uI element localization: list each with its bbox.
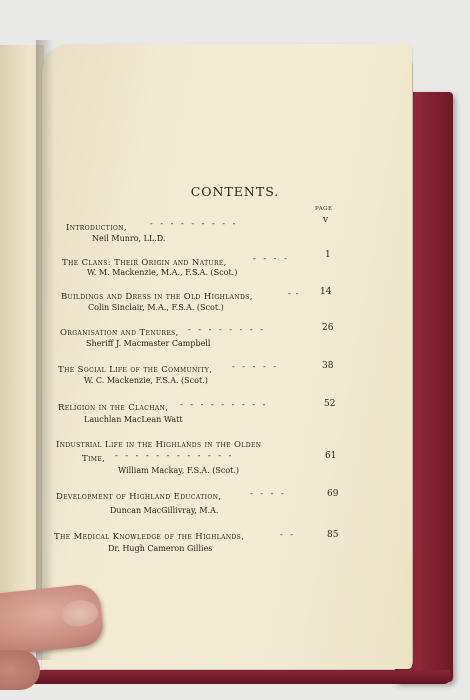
toc-leader-dots: - - - - - - - - - <box>180 400 266 409</box>
toc-author: Duncan MacGillivray, M.A. <box>110 506 219 515</box>
toc-leader-dots: - - <box>288 289 299 298</box>
finger <box>0 650 40 690</box>
book-gutter <box>36 40 54 660</box>
toc-leader-dots: - - - - - - - - - - - - <box>115 451 232 460</box>
toc-heading: Buildings and Dress in the Old Highlands, <box>61 292 253 302</box>
toc-leader-dots: - - - - <box>253 254 287 263</box>
toc-author: Lauchlan MacLean Watt <box>84 415 183 424</box>
toc-page-number: 14 <box>320 287 332 297</box>
toc-page-number: 38 <box>322 361 334 371</box>
toc-author: Dr. Hugh Cameron Gillies <box>108 544 213 553</box>
toc-leader-dots: - - <box>280 530 294 539</box>
page-title: CONTENTS. <box>190 184 280 199</box>
toc-heading: Development of Highland Education, <box>56 492 222 502</box>
toc-page-number: v <box>323 215 329 225</box>
toc-page-number: 52 <box>324 399 336 409</box>
toc-leader-dots: - - - - - - - - - <box>150 219 236 228</box>
toc-page-number: 85 <box>327 530 339 540</box>
toc-author: William Mackay, F.S.A. (Scot.) <box>118 466 240 475</box>
toc-heading: Religion in the Clachan, <box>58 403 169 413</box>
toc-page-number: 26 <box>322 323 334 333</box>
toc-heading: The Clans: Their Origin and Nature, <box>62 258 227 268</box>
toc-heading: Organisation and Tenures, <box>60 328 179 338</box>
toc-author: Neil Munro, LL.D. <box>92 234 166 243</box>
toc-leader-dots: - - - - <box>250 489 284 498</box>
toc-author: Colin Sinclair, M.A., F.S.A. (Scot.) <box>88 303 224 312</box>
toc-author: W. M. Mackenzie, M.A., F.S.A. (Scot.) <box>87 268 238 277</box>
toc-heading-line2: Time, <box>82 454 106 464</box>
toc-author: W. C. Mackenzie, F.S.A. (Scot.) <box>84 376 208 385</box>
toc-leader-dots: - - - - - - - - <box>188 325 264 334</box>
toc-page-number: 1 <box>325 250 331 260</box>
toc-heading: Industrial Life in the Highlands in the Olden <box>56 440 262 450</box>
toc-author: Sheriff J. Macmaster Campbell <box>86 339 211 348</box>
toc-leader-dots: - - - - - <box>232 362 277 371</box>
toc-page-number: 69 <box>327 489 339 499</box>
toc-heading: Introduction, <box>66 223 127 233</box>
toc-page-number: 61 <box>325 451 337 461</box>
contents-page <box>42 44 412 669</box>
book-cover-bottom <box>20 670 450 684</box>
toc-heading: The Medical Knowledge of the Highlands, <box>54 532 245 542</box>
page-column-head: PAGE <box>315 206 333 212</box>
toc-heading: The Social Life of the Community, <box>58 365 213 375</box>
